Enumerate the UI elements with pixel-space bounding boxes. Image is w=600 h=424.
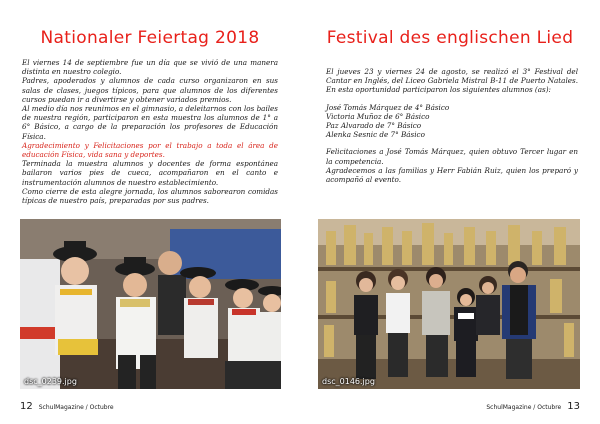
page-number-left: 12 [20, 401, 33, 412]
left-paragraph: Como cierre de esta alegre jornada, los alumnos saborearon comidas típicas de nuestro país, preparadas por sus padres. [22, 186, 278, 206]
left-photo-dancers [20, 219, 281, 389]
left-paragraph: Padres, apoderados y alumnos de cada curso organizaron en sus salas de clases, juegos típicos, para que alumnos de los diferentes cursos puedan ir a divertirse y obtener variados premios. [22, 76, 278, 104]
right-photo-caption: dsc_0146.jpg [322, 377, 375, 386]
left-highlight: Agradecimiento y Felicitaciones por el trabajo a toda el área de educación Física, vida sana y deportes. [22, 140, 278, 160]
right-page-title: Festival des englischen Lied [326, 28, 574, 48]
left-article-body [22, 58, 278, 205]
right-congrats: Felicitaciones a José Tomás Márquez, quien obtuvo Tercer lugar en la competencia. [326, 147, 578, 166]
right-intro: El jueves 23 y viernes 24 de agosto, se realizó el 3° Festival del Cantar en Inglés, del Liceo Gabriela Mistral B-11 de Puerto Natales. En esta oportunidad participaron los siguientes alumnos (as): [326, 67, 578, 95]
right-article-body [326, 67, 578, 184]
left-paragraph: Terminada la muestra alumnos y docentes de forma espontánea bailaron varios pies de cueca, acompañaron en el canto e instrumentación alumnos de nuestro establecimiento. [22, 159, 278, 187]
right-footer [486, 394, 580, 413]
magazine-name-left: SchulMagazine / Octubre [38, 404, 114, 411]
participant-item: Victoria Muñoz de 6° Básico [326, 111, 430, 121]
left-page-title: Nationaler Feiertag 2018 [40, 28, 260, 48]
left-footer [20, 394, 114, 413]
left-paragraph: Al medio día nos reunimos en el gimnasio, a deleitarnos con los bailes de nuestra región, participaron en esta muestra los alumnos de 1° a 6° Básico, a cargo de la preparación los profesores de Educación Física. [22, 104, 278, 141]
dancers-illustration [20, 219, 281, 389]
participant-item: Alenka Sesnic de 7° Básico [326, 130, 425, 140]
page-number-right: 13 [567, 401, 580, 412]
magazine-name-right: SchulMagazine / Octubre [486, 404, 562, 411]
left-paragraph: El viernes 14 de septiembre fue un día que se vivió de una manera distinta en nuestro colegio. [22, 58, 278, 77]
participant-item: Paz Alvarado de 7° Básico [326, 121, 422, 131]
right-photo-trophies [318, 219, 580, 389]
participant-item: José Tomás Márquez de 4° Básico [326, 102, 450, 112]
trophy-group-illustration [318, 219, 580, 389]
right-thanks: Agradecemos a las familias y Herr Fabián Ruiz, quien los preparó y acompañó al evento. [326, 165, 578, 185]
left-photo-caption: dsc_0239.jpg [24, 377, 77, 386]
